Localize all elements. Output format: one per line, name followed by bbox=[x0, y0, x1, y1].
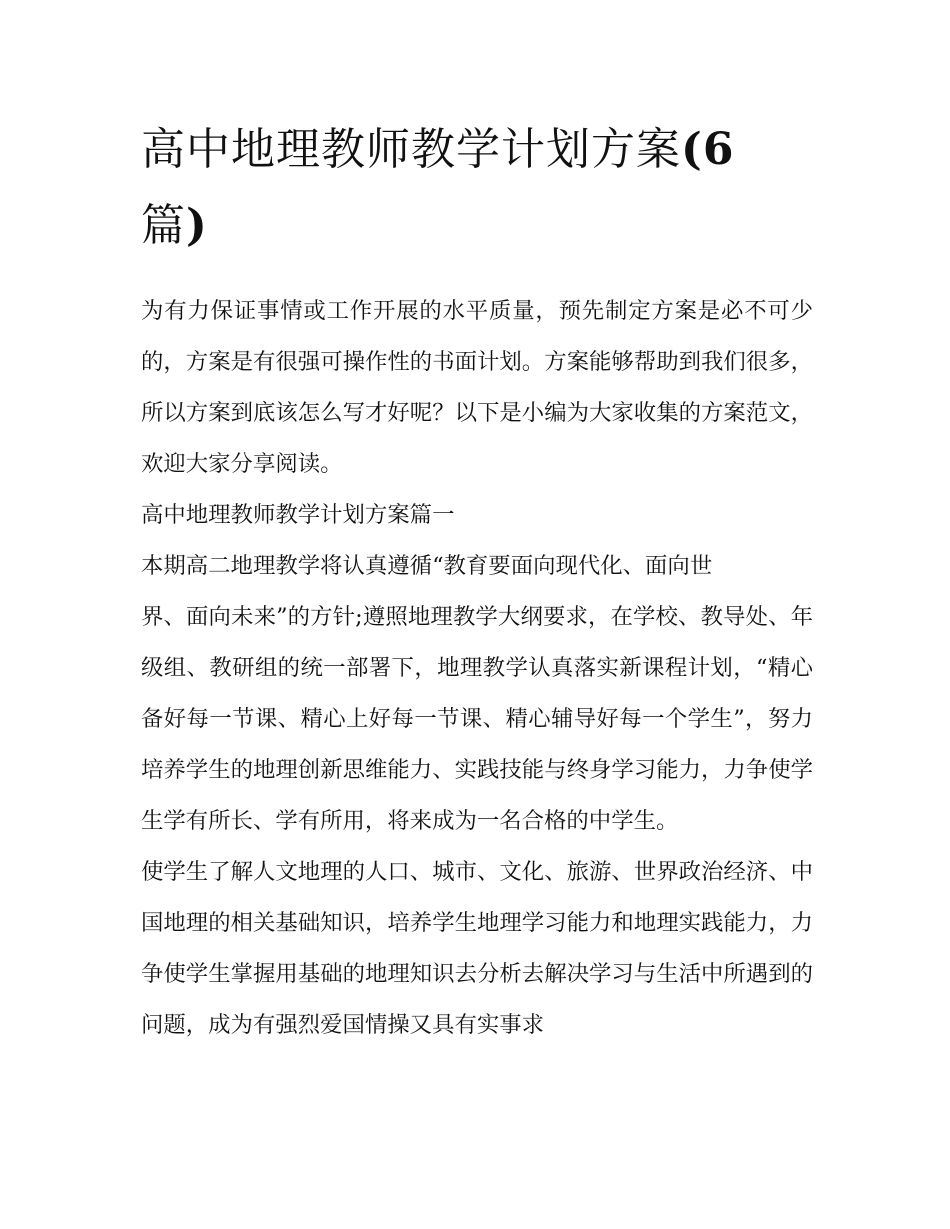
title-count-close: ) bbox=[186, 200, 208, 251]
intro-paragraph: 为有力保证事情或工作开展的水平质量，预先制定方案是必不可少的，方案是有很强可操作性的书面计划。方案能够帮助到我们很多，所以方案到底该怎么写才好呢？以下是小编为大家收集的方案范文，欢迎大家分享阅读。 bbox=[141, 298, 813, 477]
document-title bbox=[141, 112, 813, 264]
title-main-text: 高中地理教师教学计划方案 bbox=[141, 124, 681, 175]
title-count-open: (6 bbox=[681, 124, 735, 175]
document-body bbox=[141, 112, 813, 1051]
body-paragraph-1 bbox=[141, 541, 813, 847]
title-line2-char: 篇 bbox=[141, 200, 186, 251]
section-heading: 高中地理教师教学计划方案篇一 bbox=[141, 502, 455, 528]
body-paragraph-2: 使学生了解人文地理的人口、城市、文化、旅游、世界政治经济、中国地理的相关基础知识，培养学生地理学习能力和地理实践能力，力争使学生掌握用基础的地理知识去分析去解决学习与生活中所遇到的问题，成为有强烈爱国情操又具有实事求 bbox=[141, 859, 813, 1038]
body-paragraph-1-rest: 界、面向未来”的方针;遵照地理教学大纲要求，在学校、教导处、年级组、教研组的统一部署下，地理教学认真落实新课程计划，“精心备好每一节课、精心上好每一节课、精心辅导好每一个学生”，努力培养学生的地理创新思维能力、实践技能与终身学习能力，力争使学生学有所长、学有所用，将来成为一名合格的中学生。 bbox=[141, 604, 813, 834]
body-paragraph-1-line-1: 本期高二地理教学将认真遵循“教育要面向现代化、面向世 bbox=[141, 553, 713, 579]
